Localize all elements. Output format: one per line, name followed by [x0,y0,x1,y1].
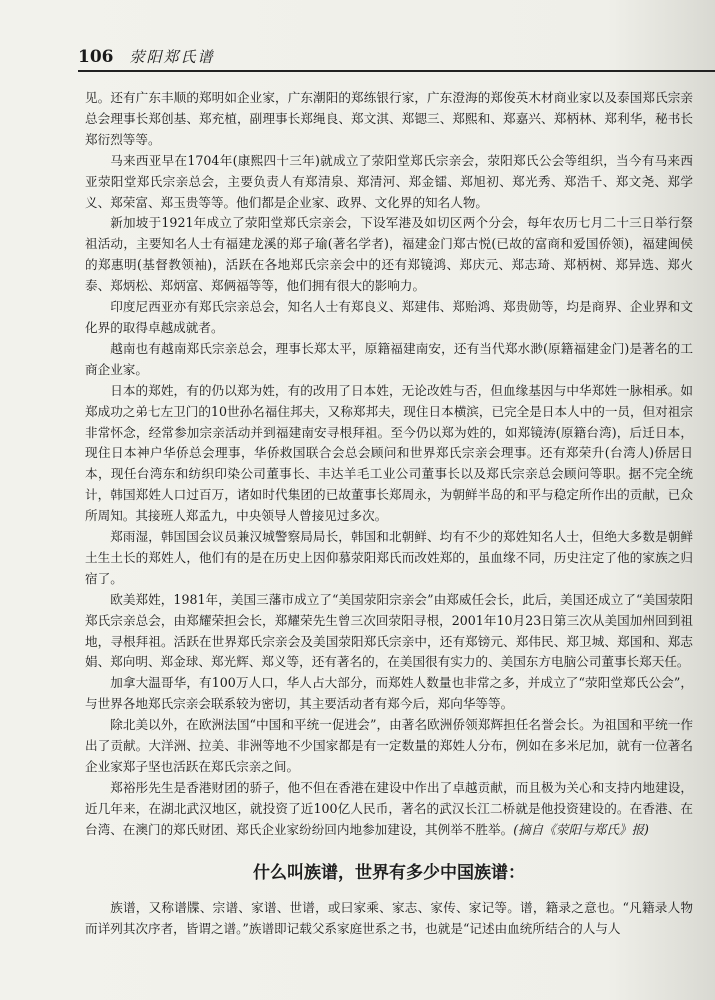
paragraph: 郑雨湿，韩国国会议员兼汉城警察局局长，韩国和北朝鲜、均有不少的郑姓知名人士，但绝大多数是朝鲜土生土长的郑姓人，他们有的是在历史上因仰慕荥阳郑氏而改姓郑的，虽血缘不同，历史注定了他的家族之归宿了。 [85,529,693,586]
paragraph: 欧美郑姓，1981年，美国三藩市成立了“美国荥阳宗亲会”由郑威任会长，此后，美国还成立了“美国荥阳郑氏宗亲总会，由郑耀荣担会长，郑耀荣先生曾三次回荥阳寻根，2001年10月23日第三次从美国加州回到祖地，寻根拜祖。活跃在世界郑氏宗亲会及美国荥阳郑氏宗亲中，还有郑镑元、郑伟民、郑卫城、郑国和、郑志娟、郑向明、郑金球、郑光辉、郑义等，还有著名的，在美国很有实力的、美国东方电脑公司董事长郑天任。 [85,591,693,670]
paragraph: 日本的郑姓，有的仍以郑为姓，有的改用了日本姓，无论改姓与否，但血缘基因与中华郑姓一脉相承。如郑成功之弟七左卫门的10世孙名福住邦夫，又称郑邦夫，现住日本横滨，已完全是日本人中的一员，但对祖宗非常怀念，经常参加宗亲活动并到福建南安寻根拜祖。至今仍以郑为姓的，如郑镜涛(原籍台湾)，后迁日本，现住日本神户华侨总会理事，华侨救国联合会总会顾问和世界郑氏宗亲会理事。还有郑荣升(台湾人)侨居日本，现任台湾东和纺织印染公司董事长、丰达羊毛工业公司董事长以及郑氏宗亲总会顾问等职。据不完全统计，韩国郑姓人口过百万，诸如时代集团的已故董事长郑周永，为朝鲜半岛的和平与稳定所作出的贡献，已众所周知。其接班人郑孟九，中央领导人曾接见过多次。 [85,382,693,524]
page-header [78,46,215,68]
paragraph: 马来西亚早在1704年(康熙四十三年)就成立了荥阳堂郑氏宗亲会，荥阳郑氏公会等组织，当今有马来西亚荥阳堂郑氏宗亲总会，主要负责人有郑清泉、郑清河、郑金镭、郑旭初、郑光秀、郑浩千、郑文尧、郑学义、郑荣富、郑玉贵等等。他们都是企业家、政界、文化界的知名人物。 [85,152,693,210]
paragraph: 族谱，又称谱牒、宗谱、家谱、世谱，或曰家乘、家志、家传、家记等。谱，籍录之意也。“凡籍录人物而详列其次序者，皆谓之谱。”族谱即记载父系家庭世系之书，也就是“记述由血统所结合的人与人 [85,900,693,936]
page-number: 106 [78,47,114,67]
source-note: (摘自《荥阳与郑氏》报) [513,821,649,837]
paragraph: 见。还有广东丰顺的郑明如企业家，广东潮阳的郑练银行家，广东澄海的郑俊英木材商业家以及泰国郑氏宗亲总会理事长郑创基、郑充植，副理事长郑绳良、郑文淇、郑锶三、郑熙和、郑嘉兴、郑柄林、郑利华，秘书长郑衍烈等等。 [85,90,693,147]
paragraph: 印度尼西亚亦有郑氏宗亲总会，知名人士有郑良义、郑建伟、郑贻鸿、郑贵勋等，均是商界、企业界和文化界的取得卓越成就者。 [85,299,693,335]
paragraph: 新加坡于1921年成立了荥阳堂郑氏宗亲会，下设军港及如切区两个分会，每年农历七月二十三日举行祭祖活动，主要知名人士有福建龙溪的郑子瑜(著名学者)，福建金门郑古悦(已故的富商和爱国侨领)，福建闽侯的郑惠明(基督教领袖)，活跃在各地郑氏宗亲会中的还有郑镜鸿、郑庆元、郑志琦、郑柄树、郑异选、郑火泰、郑炳松、郑炳富、郑俩福等等，他们拥有很大的影响力。 [85,215,693,294]
paragraph: 除北美以外，在欧洲法国“中国和平统一促进会”，由著名欧洲侨领郑辉担任名誉会长。为祖国和平统一作出了贡献。大洋洲、拉美、非洲等地不少国家都是有一定数量的郑姓人分布，例如在多米尼加，就有一位著名企业家郑子坚也活跃在郑氏宗亲之间。 [85,717,693,774]
paragraph: 越南也有越南郑氏宗亲总会，理事长郑太平，原籍福建南安，还有当代郑水渺(原籍福建金门)是著名的工商企业家。 [85,340,693,377]
paragraph: 加拿大温哥华，有100万人口，华人占大部分，而郑姓人数量也非常之多，并成立了“荥阳堂郑氏公会”，与世界各地郑氏宗亲会联系较为密切，其主要活动者有郑今后，郑向华等等。 [85,675,693,712]
paragraph-text: 郑裕彤先生是香港财团的骄子，他不但在香港在建设中作出了卓越贡献，而且极为关心和支持内地建设，近几年来，在湖北武汉地区，就投资了近100亿人民币，著名的武汉长江二桥就是他投资建设的。在香港、在台湾、在澳门的郑氏财团、郑氏企业家纷纷回内地参加建设，其例举不胜举。 [85,779,693,837]
header-rule [78,70,715,72]
paragraph [85,778,693,841]
section-heading: 什么叫族谱，世界有多少中国族谱： [253,863,525,883]
section-text [85,898,693,940]
running-title: 荥阳郑氏谱 [129,48,215,66]
main-text [85,88,693,841]
